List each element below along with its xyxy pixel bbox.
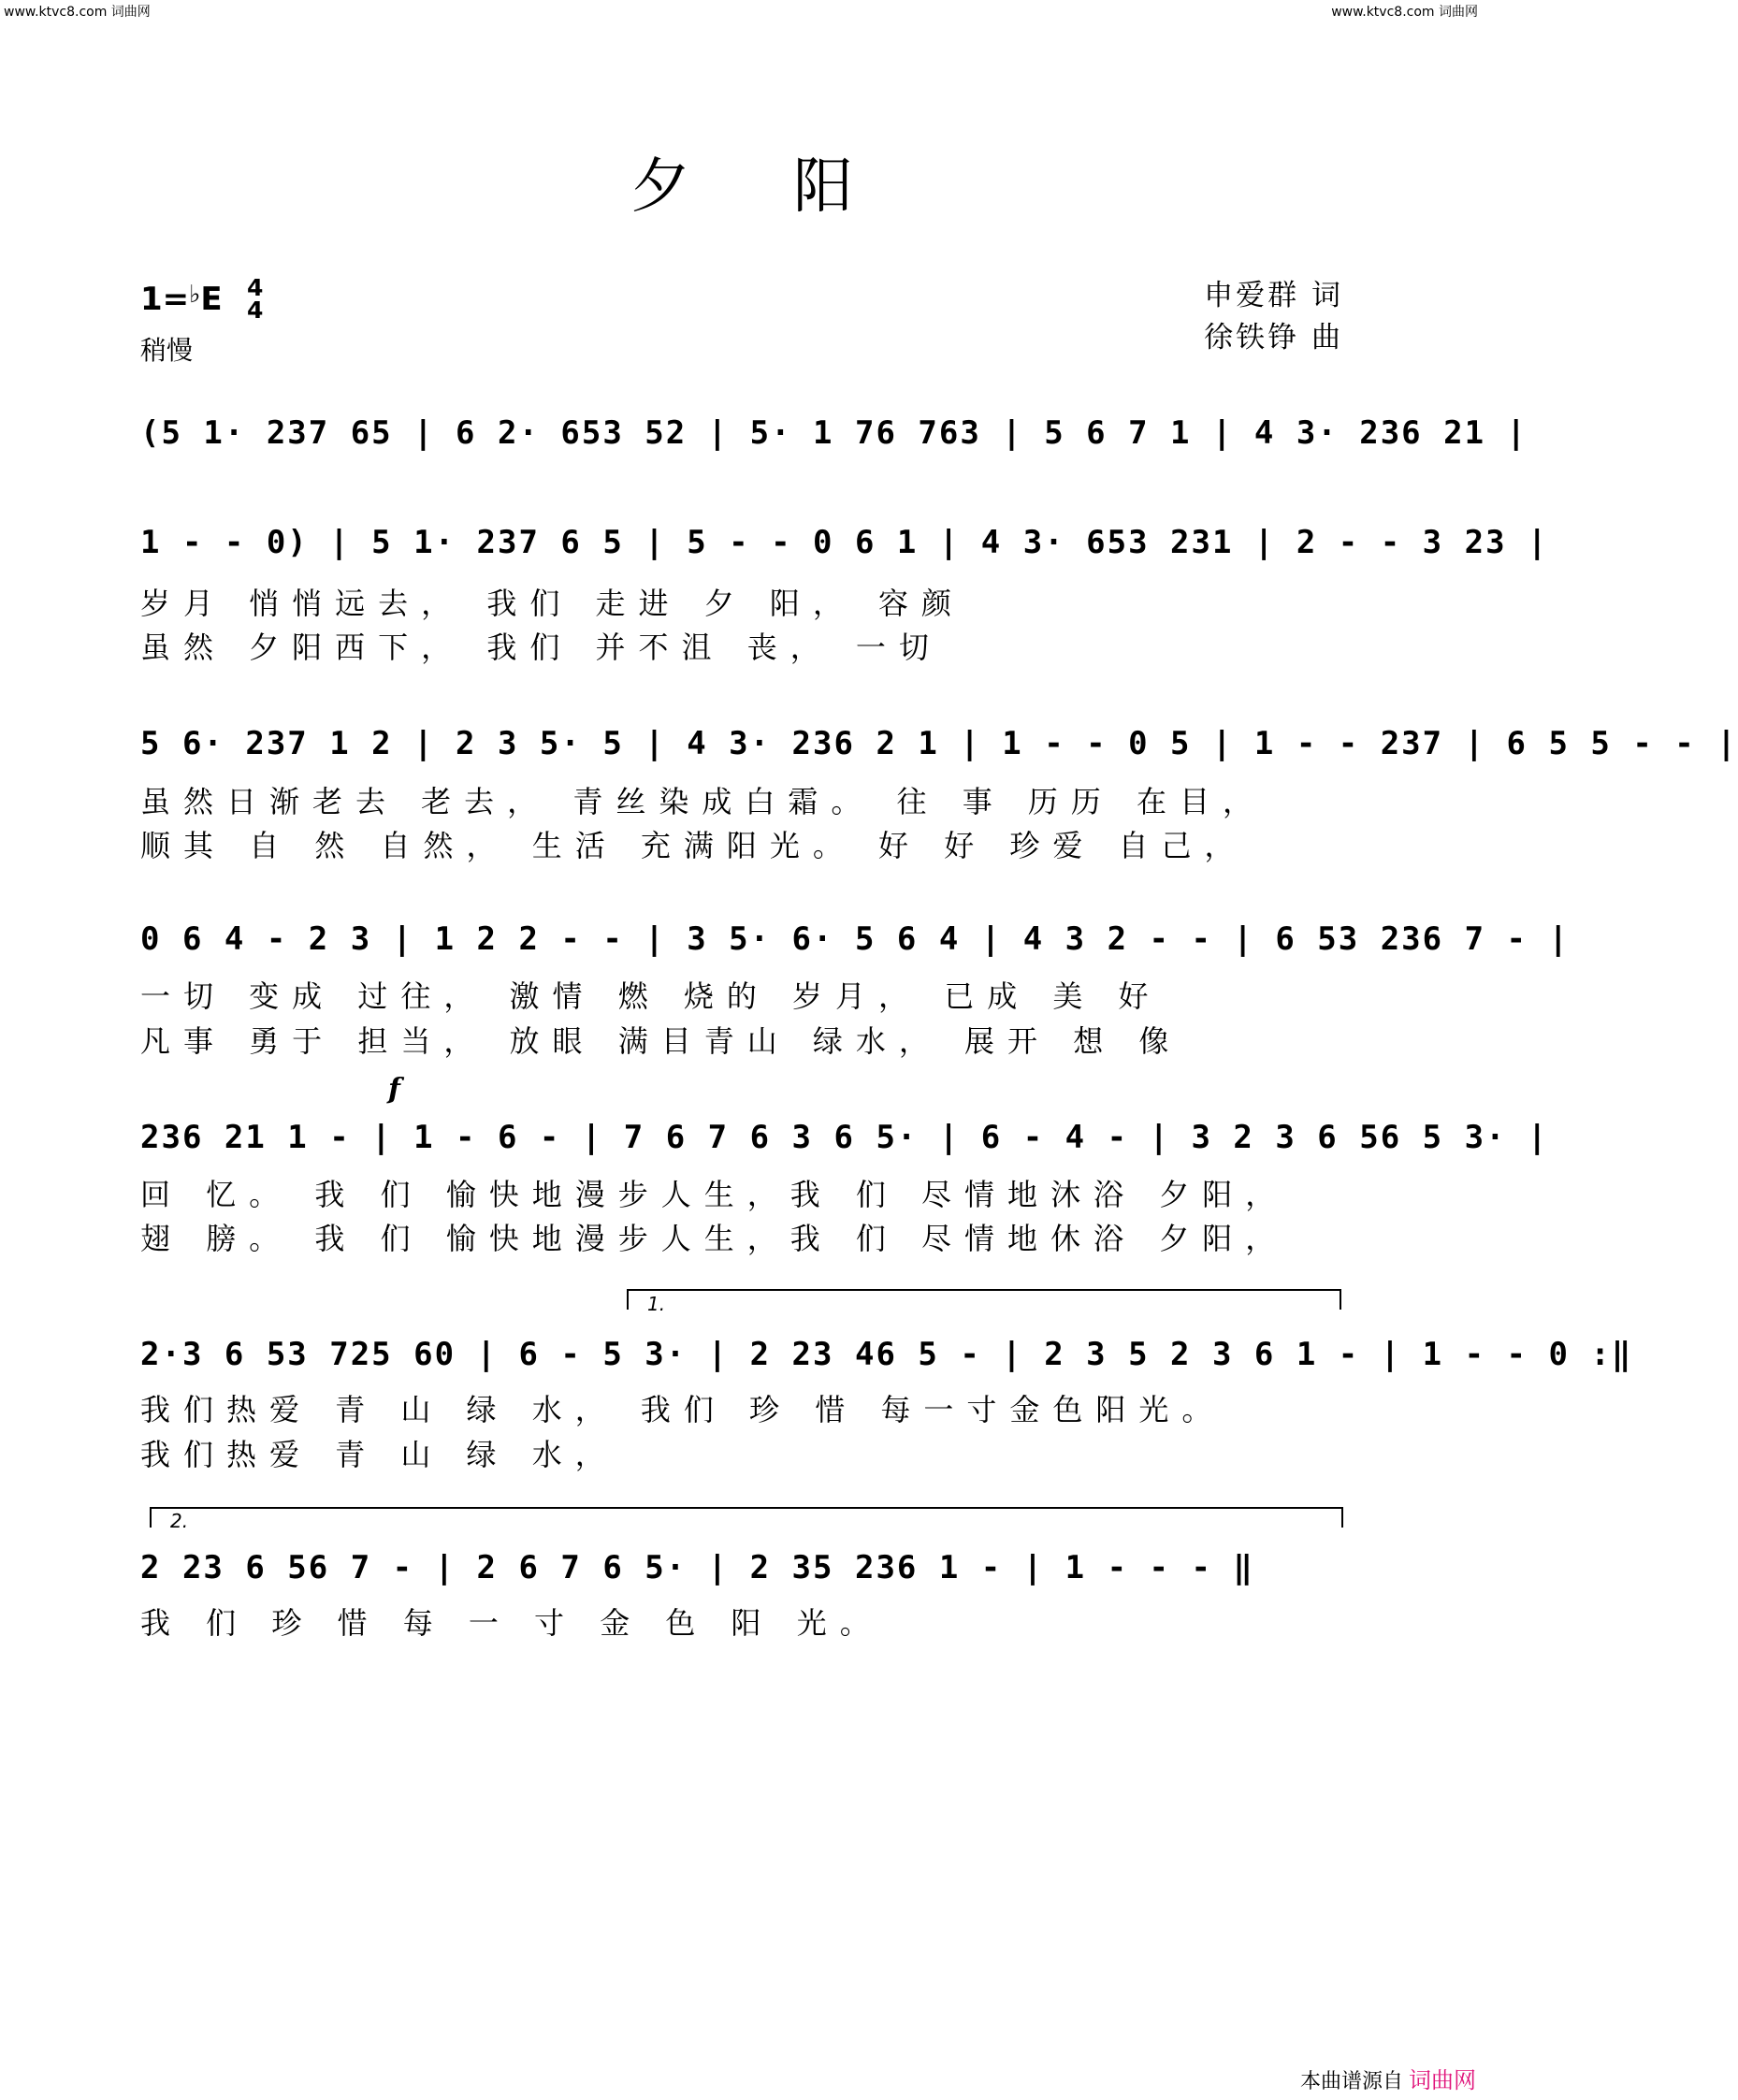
dynamic-forte: f [388, 1073, 400, 1106]
notation-line-6: 2·3 6 53 725 60 | 6 - 5 3· | 2 23 46 5 - | 2 3 5 2 3 6 1 - | 1 - - 0 :‖ [140, 1336, 1633, 1373]
footer-brand-link[interactable]: 词曲网 [1409, 2067, 1476, 2093]
lyrics-line-4-verse-2: 凡事 勇于 担当， 放眼 满目青山 绿水， 展开 想 像 [140, 1023, 1182, 1059]
lyrics-line-6-verse-2: 我们热爱 青 山 绿 水， [140, 1437, 618, 1472]
watermark-right: www.ktvc8.com 词曲网 [1331, 5, 1478, 20]
song-title: 夕阳 [630, 152, 956, 222]
notation-line-1: (5 1· 237 65 | 6 2· 653 52 | 5· 1 76 763 | 5 6 7 1 | 4 3· 236 21 | [140, 414, 1528, 452]
lyrics-line-7-verse-1: 我 们 珍 惜 每 一 寸 金 色 阳 光。 [140, 1605, 883, 1641]
key-signature [140, 281, 223, 318]
time-signature [247, 274, 264, 324]
volta-bracket-1 [627, 1289, 1341, 1310]
key-prefix: 1= [140, 281, 190, 318]
lyricist-credit: 申爱群 词 [1204, 279, 1343, 312]
time-signature-bottom: 4 [247, 297, 264, 324]
key-note: E [200, 281, 223, 318]
lyrics-line-5-verse-2: 翅 膀。 我 们 愉快地漫步人生，我 们 尽情地休浴 夕阳， [140, 1221, 1289, 1256]
notation-line-5: 236 21 1 - | 1 - 6 - | 7 6 7 6 3 6 5· | 6 - 4 - | 3 2 3 6 56 5 3· | [140, 1119, 1549, 1156]
lyrics-line-6-verse-1: 我们热爱 青 山 绿 水， 我们 珍 惜 每一寸金色阳光。 [140, 1392, 1225, 1427]
tempo-marking: 稍慢 [140, 335, 194, 366]
lyrics-line-5-verse-1: 回 忆。 我 们 愉快地漫步人生，我 们 尽情地沐浴 夕阳， [140, 1177, 1289, 1212]
flat-icon: ♭ [189, 281, 201, 309]
lyrics-line-3-verse-2: 顺其 自 然 自然， 生活 充满阳光。 好 好 珍爱 自己， [140, 828, 1248, 863]
notation-line-7: 2 23 6 56 7 - | 2 6 7 6 5· | 2 35 236 1 - | 1 - - - ‖ [140, 1549, 1254, 1586]
composer-credit: 徐铁铮 曲 [1204, 321, 1343, 355]
volta-bracket-2 [150, 1507, 1343, 1528]
watermark-left: www.ktvc8.com 词曲网 [4, 5, 151, 20]
footer-source [1300, 2062, 1476, 2094]
notation-line-3: 5 6· 237 1 2 | 2 3 5· 5 | 4 3· 236 2 1 | 1 - - 0 5 | 1 - - 237 | 6 5 5 - - | [140, 725, 1738, 762]
time-signature-top: 4 [247, 274, 264, 301]
footer-text: 本曲谱源自 [1299, 2070, 1403, 2093]
notation-line-4: 0 6 4 - 2 3 | 1 2 2 - - | 3 5· 6· 5 6 4 | 4 3 2 - - | 6 53 236 7 - | [140, 920, 1570, 958]
lyrics-line-2-verse-1: 岁月 悄悄远去， 我们 走进 夕 阳， 容颜 [140, 586, 965, 621]
lyrics-line-3-verse-1: 虽然日渐老去 老去， 青丝染成白霜。 往 事 历历 在目， [140, 784, 1267, 819]
lyrics-line-4-verse-1: 一切 变成 过往， 激情 燃 烧的 岁月， 已成 美 好 [140, 978, 1162, 1014]
lyrics-line-2-verse-2: 虽然 夕阳西下， 我们 并不沮 丧， 一切 [140, 630, 942, 665]
volta-2-label: 2. [170, 1510, 189, 1532]
volta-1-label: 1. [647, 1293, 666, 1315]
notation-line-2: 1 - - 0) | 5 1· 237 6 5 | 5 - - 0 6 1 | 4 3· 653 231 | 2 - - 3 23 | [140, 524, 1549, 561]
